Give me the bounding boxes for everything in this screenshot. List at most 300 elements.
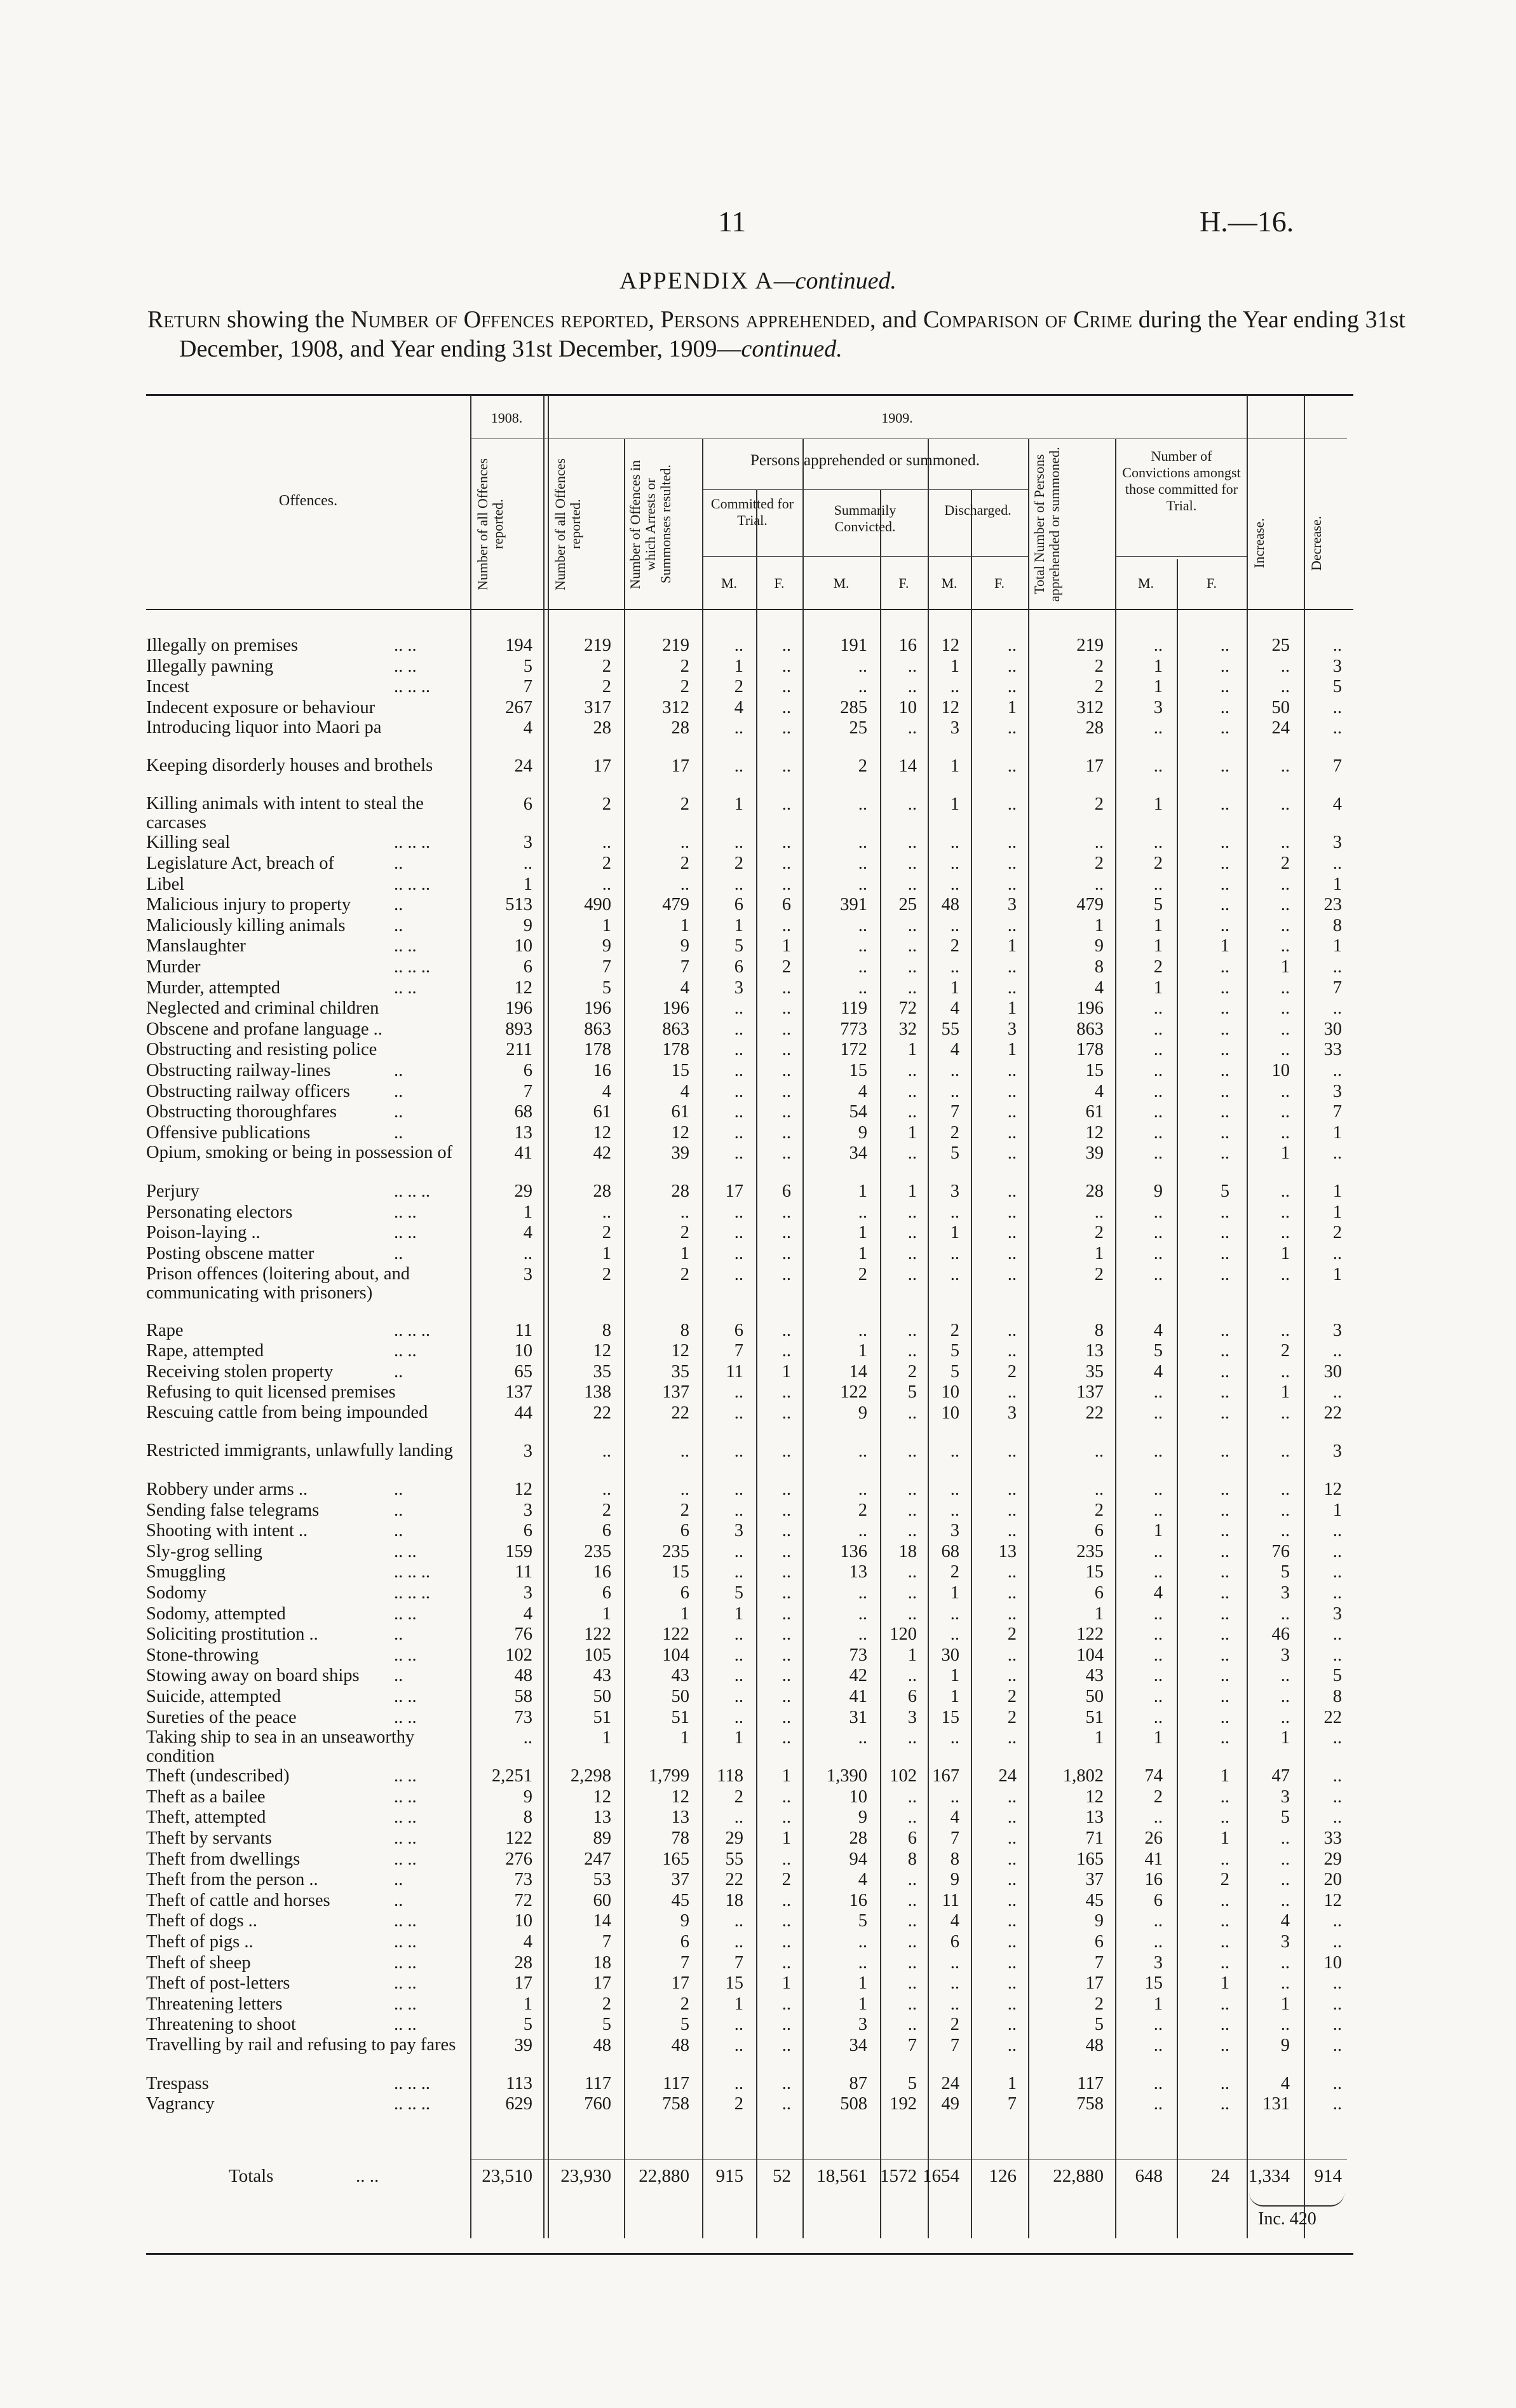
offence-name: Theft of pigs .. (146, 1931, 254, 1952)
cell-discharged-f: .. (1007, 636, 1017, 655)
cell-summarily-f: 18 (898, 1541, 917, 1561)
header-persons-apprehended: Persons apprehended or summoned. (750, 452, 980, 469)
cell-reported-1909: .. (602, 833, 611, 853)
cell-reported-1908: 7 (523, 1081, 532, 1101)
cell-committed-m: .. (734, 2073, 743, 2093)
cell-committed-m: .. (734, 1624, 743, 1645)
total-reported-1909: 23,930 (560, 2166, 611, 2186)
cell-convictions-f: 1 (1220, 1973, 1229, 1994)
offence-name: Offensive publications (146, 1122, 311, 1143)
cell-summarily-m: .. (858, 794, 867, 815)
cell-increase: 1 (1280, 956, 1290, 977)
offence-name: Illegally on premises (146, 636, 299, 655)
cell-convictions-f: .. (1220, 1102, 1229, 1122)
cell-increase: .. (1280, 1040, 1290, 1060)
cell-summarily-m: .. (858, 677, 867, 697)
cell-arrests-1909: 61 (671, 1102, 689, 1122)
cell-summarily-f: .. (907, 1890, 917, 1910)
cell-reported-1908: 6 (523, 1060, 532, 1080)
cell-summarily-m: 1 (858, 1181, 867, 1202)
cell-reported-1909: 178 (584, 1040, 611, 1060)
table-row (146, 656, 1353, 677)
cell-summarily-f: .. (907, 1603, 917, 1624)
cell-reported-1908: 65 (514, 1361, 532, 1382)
cell-arrests-1909: 165 (662, 1849, 689, 1869)
cell-summarily-f: .. (907, 977, 917, 998)
cell-discharged-m: 4 (950, 1911, 959, 1931)
cell-increase: .. (1280, 1081, 1290, 1101)
return-title-r2: Number of Offences reported, Persons apprehended, (350, 306, 876, 333)
offence-name: Murder, attempted (146, 977, 280, 998)
cell-total-persons: 48 (1085, 2035, 1104, 2055)
leader-dots: .. .. .. (394, 874, 430, 894)
cell-summarily-f: 1 (907, 1040, 917, 1060)
cell-reported-1908: 196 (505, 998, 532, 1019)
cell-committed-f: 1 (782, 1973, 791, 1994)
cell-convictions-m: .. (1153, 1707, 1163, 1727)
cell-total-persons: 12 (1085, 1786, 1104, 1807)
cell-reported-1909: 1 (602, 915, 611, 935)
cell-committed-m: 2 (734, 1786, 743, 1807)
cell-discharged-f: 2 (1007, 1707, 1017, 1727)
cell-increase: .. (1280, 833, 1290, 853)
cell-summarily-f: .. (907, 1973, 917, 1994)
offence-name: Sly-grog selling (146, 1541, 262, 1561)
cell-committed-f: .. (782, 1786, 791, 1807)
offence-name: Rescuing cattle from being impounded (146, 1403, 428, 1423)
cell-increase: 24 (1271, 718, 1290, 738)
cell-increase: .. (1280, 1500, 1290, 1520)
cell-decrease: 1 (1332, 874, 1342, 894)
cell-discharged-m: .. (950, 833, 959, 853)
table-row (146, 1382, 1353, 1403)
table-row (146, 718, 1353, 756)
cell-discharged-f: 13 (998, 1541, 1017, 1561)
cell-convictions-m: .. (1153, 1441, 1163, 1462)
header-convictions-f: F. (1207, 575, 1217, 591)
cell-arrests-1909: 22 (671, 1403, 689, 1424)
cell-discharged-m: 1 (950, 1686, 959, 1706)
cell-discharged-m: .. (950, 1202, 959, 1222)
cell-total-persons: .. (1094, 1479, 1104, 1500)
cell-total-persons: .. (1094, 874, 1104, 894)
cell-committed-f: .. (782, 1624, 791, 1645)
cell-convictions-f: 1 (1220, 936, 1229, 956)
cell-convictions-f: .. (1220, 1341, 1229, 1361)
cell-discharged-f: .. (1007, 1807, 1017, 1828)
cell-summarily-m: 1 (858, 1973, 867, 1994)
cell-discharged-m: .. (950, 1603, 959, 1624)
cell-committed-m: .. (734, 1911, 743, 1931)
cell-increase: .. (1280, 1828, 1290, 1848)
cell-increase: 25 (1271, 636, 1290, 655)
cell-discharged-m: 4 (950, 1807, 959, 1828)
cell-total-persons: 28 (1085, 1181, 1104, 1202)
total-committed-m: 915 (715, 2166, 743, 2186)
cell-increase: 3 (1280, 1931, 1290, 1952)
cell-convictions-m: .. (1153, 1040, 1163, 1060)
cell-reported-1908: 194 (505, 636, 532, 655)
cell-convictions-f: .. (1220, 636, 1229, 655)
table-row (146, 1479, 1353, 1500)
cell-increase: .. (1280, 1122, 1290, 1143)
table-row (146, 1994, 1353, 2015)
cell-increase: .. (1280, 1019, 1290, 1039)
cell-decrease: 30 (1323, 1019, 1342, 1039)
offence-name: Malicious injury to property (146, 895, 351, 915)
total-convictions-f: 24 (1211, 2166, 1229, 2186)
cell-reported-1908: 6 (523, 1521, 532, 1541)
cell-convictions-m: .. (1153, 2073, 1163, 2093)
cell-summarily-m: 9 (858, 1807, 867, 1828)
cell-convictions-m: .. (1153, 1081, 1163, 1101)
cell-convictions-m: 41 (1144, 1849, 1163, 1869)
cell-summarily-f: .. (907, 1320, 917, 1340)
cell-reported-1908: 137 (505, 1382, 532, 1403)
cell-arrests-1909: 758 (662, 2094, 689, 2114)
cell-committed-m: 6 (734, 1320, 743, 1340)
return-title-t4: continued. (741, 336, 843, 362)
cell-convictions-f: .. (1220, 1645, 1229, 1665)
cell-committed-f: .. (782, 1264, 791, 1284)
header-increase: Increase. (1251, 518, 1267, 569)
cell-discharged-f: .. (1007, 1479, 1017, 1500)
cell-decrease: 2 (1332, 1223, 1342, 1243)
cell-total-persons: 2 (1094, 1500, 1104, 1520)
cell-discharged-f: .. (1007, 853, 1017, 873)
cell-arrests-1909: 6 (680, 1583, 689, 1603)
header-summarily: Summarily Convicted. (834, 502, 897, 534)
cell-committed-f: .. (782, 656, 791, 676)
leader-dots: .. .. (394, 1707, 417, 1727)
cell-total-persons: 1 (1094, 1728, 1104, 1748)
table-row (146, 1102, 1353, 1123)
cell-discharged-m: 24 (941, 2073, 959, 2093)
cell-decrease: .. (1332, 1562, 1342, 1582)
cell-discharged-f: .. (1007, 1264, 1017, 1284)
cell-reported-1909: 2 (602, 677, 611, 697)
cell-reported-1908: 211 (506, 1040, 532, 1060)
cell-total-persons: 479 (1076, 895, 1104, 915)
cell-committed-m: 5 (734, 1583, 743, 1603)
cell-arrests-1909: 35 (671, 1361, 689, 1382)
cell-decrease: .. (1332, 2073, 1342, 2093)
cell-decrease: .. (1332, 1244, 1342, 1264)
cell-total-persons: 8 (1094, 1320, 1104, 1340)
cell-summarily-f: .. (907, 1786, 917, 1807)
total-summarily-f: 1572 (880, 2166, 917, 2186)
cell-committed-f: .. (782, 2094, 791, 2114)
cell-total-persons: 13 (1085, 1341, 1104, 1361)
offence-name: Poison-laying .. (146, 1223, 261, 1243)
cell-discharged-f: 1 (1007, 998, 1017, 1019)
leader-dots: .. (394, 1244, 403, 1264)
leader-dots: .. .. (394, 1952, 417, 1973)
cell-committed-f: .. (782, 1707, 791, 1727)
appendix-title-suffix: —continued. (773, 268, 897, 294)
cell-convictions-m: .. (1153, 636, 1163, 655)
cell-decrease: .. (1332, 1624, 1342, 1645)
cell-total-persons: 196 (1076, 998, 1104, 1019)
offence-name: Opium, smoking or being in possession of (146, 1143, 453, 1163)
return-title (147, 305, 1405, 364)
table-row (146, 1562, 1353, 1583)
cell-summarily-m: .. (858, 1603, 867, 1624)
cell-convictions-m: 16 (1144, 1870, 1163, 1890)
total-convictions-m: 648 (1135, 2166, 1163, 2186)
cell-summarily-m: .. (858, 956, 867, 977)
cell-discharged-f: .. (1007, 1973, 1017, 1994)
cell-increase: .. (1280, 1849, 1290, 1869)
cell-discharged-m: 15 (941, 1707, 959, 1727)
cell-discharged-m: .. (950, 853, 959, 873)
cell-summarily-m: .. (858, 1521, 867, 1541)
cell-convictions-m: 1 (1153, 977, 1163, 998)
cell-reported-1908: 102 (505, 1645, 532, 1665)
cell-discharged-m: .. (950, 677, 959, 697)
cell-committed-m: .. (734, 2035, 743, 2055)
cell-summarily-m: 73 (849, 1645, 867, 1665)
table-row (146, 1265, 1353, 1321)
table-row (146, 2036, 1353, 2074)
cell-decrease: .. (1332, 718, 1342, 738)
cell-convictions-m: .. (1153, 1102, 1163, 1122)
cell-summarily-m: .. (858, 853, 867, 873)
cell-decrease: .. (1332, 2035, 1342, 2055)
cell-reported-1909: 35 (593, 1361, 611, 1382)
cell-convictions-m: .. (1153, 1223, 1163, 1243)
cell-summarily-m: 5 (858, 1911, 867, 1931)
cell-discharged-m: .. (950, 1264, 959, 1284)
cell-convictions-f: .. (1220, 1911, 1229, 1931)
cell-arrests-1909: 2 (680, 1223, 689, 1243)
cell-committed-m: 29 (725, 1828, 743, 1848)
cell-committed-m: 4 (734, 697, 743, 718)
cell-decrease: .. (1332, 1766, 1342, 1786)
cell-convictions-m: .. (1153, 1666, 1163, 1686)
cell-arrests-1909: 78 (671, 1828, 689, 1848)
cell-total-persons: 17 (1085, 756, 1104, 777)
cell-convictions-m: 74 (1144, 1766, 1163, 1786)
offence-name: Theft of post-letters (146, 1973, 290, 1994)
offence-name: Soliciting prostitution .. (146, 1624, 318, 1645)
totals-row (146, 2166, 1353, 2187)
cell-increase: 131 (1262, 2094, 1290, 2114)
cell-reported-1908: 267 (505, 697, 532, 718)
cell-summarily-f: .. (907, 1931, 917, 1952)
cell-summarily-m: 54 (849, 1102, 867, 1122)
cell-summarily-f: 5 (907, 2073, 917, 2093)
cell-committed-m: .. (734, 1202, 743, 1222)
cell-increase: 46 (1271, 1624, 1290, 1645)
total-committed-f: 52 (773, 2166, 791, 2186)
cell-summarily-f: .. (907, 1500, 917, 1520)
cell-reported-1909: 12 (593, 1341, 611, 1361)
cell-committed-f: .. (782, 1341, 791, 1361)
cell-summarily-m: .. (858, 1583, 867, 1603)
cell-reported-1908: 11 (515, 1320, 532, 1340)
cell-reported-1909: 28 (593, 1181, 611, 1202)
offence-name: Rape (146, 1320, 184, 1340)
cell-arrests-1909: 117 (663, 2073, 689, 2093)
cell-committed-m: 2 (734, 2094, 743, 2114)
offence-name: Threatening to shoot (146, 2015, 296, 2035)
offence-name: Obstructing railway-lines (146, 1060, 331, 1080)
cell-summarily-f: .. (907, 1521, 917, 1541)
cell-committed-m: .. (734, 636, 743, 655)
table-row (146, 1181, 1353, 1202)
leader-dots: .. .. (394, 1541, 417, 1561)
cell-committed-m: .. (734, 1143, 743, 1164)
leader-dots: .. .. (394, 1202, 417, 1222)
net-increase-note: Inc. 420 (1258, 2209, 1316, 2229)
offence-name: Theft of cattle and horses (146, 1890, 330, 1910)
cell-arrests-1909: 12 (671, 1786, 689, 1807)
leader-dots: .. (394, 1870, 403, 1890)
cell-arrests-1909: 48 (671, 2035, 689, 2055)
cell-convictions-m: .. (1153, 718, 1163, 738)
cell-summarily-m: .. (858, 1728, 867, 1748)
cell-reported-1909: 6 (602, 1583, 611, 1603)
cell-discharged-f: 7 (1007, 2094, 1017, 2114)
cell-committed-f: .. (782, 1040, 791, 1060)
cell-reported-1908: 893 (505, 1019, 532, 1039)
cell-discharged-m: 1 (950, 1223, 959, 1243)
cell-convictions-m: 5 (1153, 895, 1163, 915)
cell-reported-1909: 2 (602, 1994, 611, 2014)
table-row (146, 998, 1353, 1019)
table-row (146, 1787, 1353, 1808)
return-title-r3: Comparison of Crime (923, 306, 1132, 333)
cell-committed-f: .. (782, 1060, 791, 1080)
cell-committed-m: 118 (717, 1766, 743, 1786)
cell-discharged-f: .. (1007, 1890, 1017, 1910)
cell-convictions-m: 5 (1153, 1341, 1163, 1361)
cell-reported-1909: 18 (593, 1952, 611, 1973)
cell-convictions-m: .. (1153, 1931, 1163, 1952)
table-row (146, 936, 1353, 957)
cell-summarily-f: 72 (898, 998, 917, 1019)
cell-decrease: .. (1332, 697, 1342, 718)
cell-summarily-f: 14 (898, 756, 917, 777)
offence-name: Perjury (146, 1181, 200, 1202)
cell-discharged-f: .. (1007, 718, 1017, 738)
cell-convictions-m: .. (1153, 998, 1163, 1019)
cell-reported-1909: 53 (593, 1870, 611, 1890)
cell-committed-f: .. (782, 1890, 791, 1910)
cell-discharged-m: .. (950, 1728, 959, 1748)
cell-reported-1909: 7 (602, 1931, 611, 1952)
cell-committed-m: .. (734, 2015, 743, 2035)
cell-reported-1908: 5 (523, 2015, 532, 2035)
cell-committed-f: .. (782, 1244, 791, 1264)
total-total-persons: 22,880 (1053, 2166, 1104, 2186)
cell-reported-1909: 219 (584, 636, 611, 655)
cell-convictions-f: .. (1220, 1541, 1229, 1561)
offence-name: Threatening letters (146, 1994, 283, 2014)
header-discharged-f: F. (994, 575, 1005, 591)
offence-name: Rape, attempted (146, 1341, 264, 1361)
cell-summarily-m: 1 (858, 1244, 867, 1264)
cell-reported-1908: 29 (514, 1181, 532, 1202)
cell-convictions-m: .. (1153, 1807, 1163, 1828)
table-row (146, 1932, 1353, 1953)
cell-total-persons: 39 (1085, 1143, 1104, 1164)
cell-discharged-f: .. (1007, 1341, 1017, 1361)
cell-summarily-m: .. (858, 915, 867, 935)
cell-convictions-f: .. (1220, 1202, 1229, 1222)
cell-summarily-f: .. (907, 874, 917, 894)
cell-committed-f: .. (782, 2035, 791, 2055)
offence-name: Sureties of the peace (146, 1707, 297, 1727)
cell-convictions-m: .. (1153, 756, 1163, 777)
cell-summarily-f: 6 (907, 1828, 917, 1848)
offence-name: Sending false telegrams (146, 1500, 320, 1520)
leader-dots: .. (394, 895, 403, 915)
cell-reported-1908: 276 (505, 1849, 532, 1869)
cell-summarily-f: 8 (907, 1849, 917, 1869)
cell-committed-m: .. (734, 1040, 743, 1060)
cell-discharged-m: 3 (950, 1181, 959, 1202)
cell-total-persons: 219 (1076, 636, 1104, 655)
cell-reported-1909: 13 (593, 1807, 611, 1828)
cell-committed-f: .. (782, 1382, 791, 1403)
cell-summarily-f: .. (907, 656, 917, 676)
table-row (146, 2015, 1353, 2036)
table-row (146, 756, 1353, 794)
cell-convictions-f: .. (1220, 998, 1229, 1019)
cell-summarily-m: .. (858, 874, 867, 894)
cell-discharged-f: 1 (1007, 1040, 1017, 1060)
table-row (146, 636, 1353, 656)
cell-summarily-m: 119 (841, 998, 867, 1019)
cell-total-persons: 35 (1085, 1361, 1104, 1382)
cell-discharged-f: .. (1007, 956, 1017, 977)
cell-reported-1908: 1 (523, 874, 532, 894)
cell-decrease: 7 (1332, 756, 1342, 777)
cell-convictions-f: .. (1220, 1603, 1229, 1624)
table-row (146, 1202, 1353, 1223)
cell-total-persons: 17 (1085, 1973, 1104, 1994)
cell-total-persons: 37 (1085, 1870, 1104, 1890)
header-summarily-f: F. (898, 575, 909, 591)
cell-convictions-m: .. (1153, 833, 1163, 853)
cell-reported-1908: 28 (514, 1952, 532, 1973)
cell-convictions-m: 4 (1153, 1583, 1163, 1603)
cell-reported-1908: 9 (523, 1786, 532, 1807)
cell-committed-m: 3 (734, 977, 743, 998)
cell-convictions-f: .. (1220, 677, 1229, 697)
cell-summarily-m: 14 (849, 1361, 867, 1382)
cell-summarily-m: 285 (840, 697, 867, 718)
cell-increase: .. (1280, 656, 1290, 676)
offence-name: Theft as a bailee (146, 1786, 266, 1807)
cell-reported-1909: 247 (584, 1849, 611, 1869)
cell-committed-f: 2 (782, 956, 791, 977)
cell-discharged-f: .. (1007, 677, 1017, 697)
cell-discharged-f: .. (1007, 1223, 1017, 1243)
leader-dots: .. .. (394, 1931, 417, 1952)
cell-total-persons: 71 (1085, 1828, 1104, 1848)
cell-decrease: 3 (1332, 1081, 1342, 1101)
cell-committed-f: .. (782, 2073, 791, 2093)
cell-committed-m: 18 (725, 1890, 743, 1910)
cell-committed-m: .. (734, 1666, 743, 1686)
table-row (146, 1061, 1353, 1082)
cell-summarily-f: 3 (907, 1707, 917, 1727)
cell-reported-1908: 58 (514, 1686, 532, 1706)
cell-convictions-f: .. (1220, 1952, 1229, 1973)
